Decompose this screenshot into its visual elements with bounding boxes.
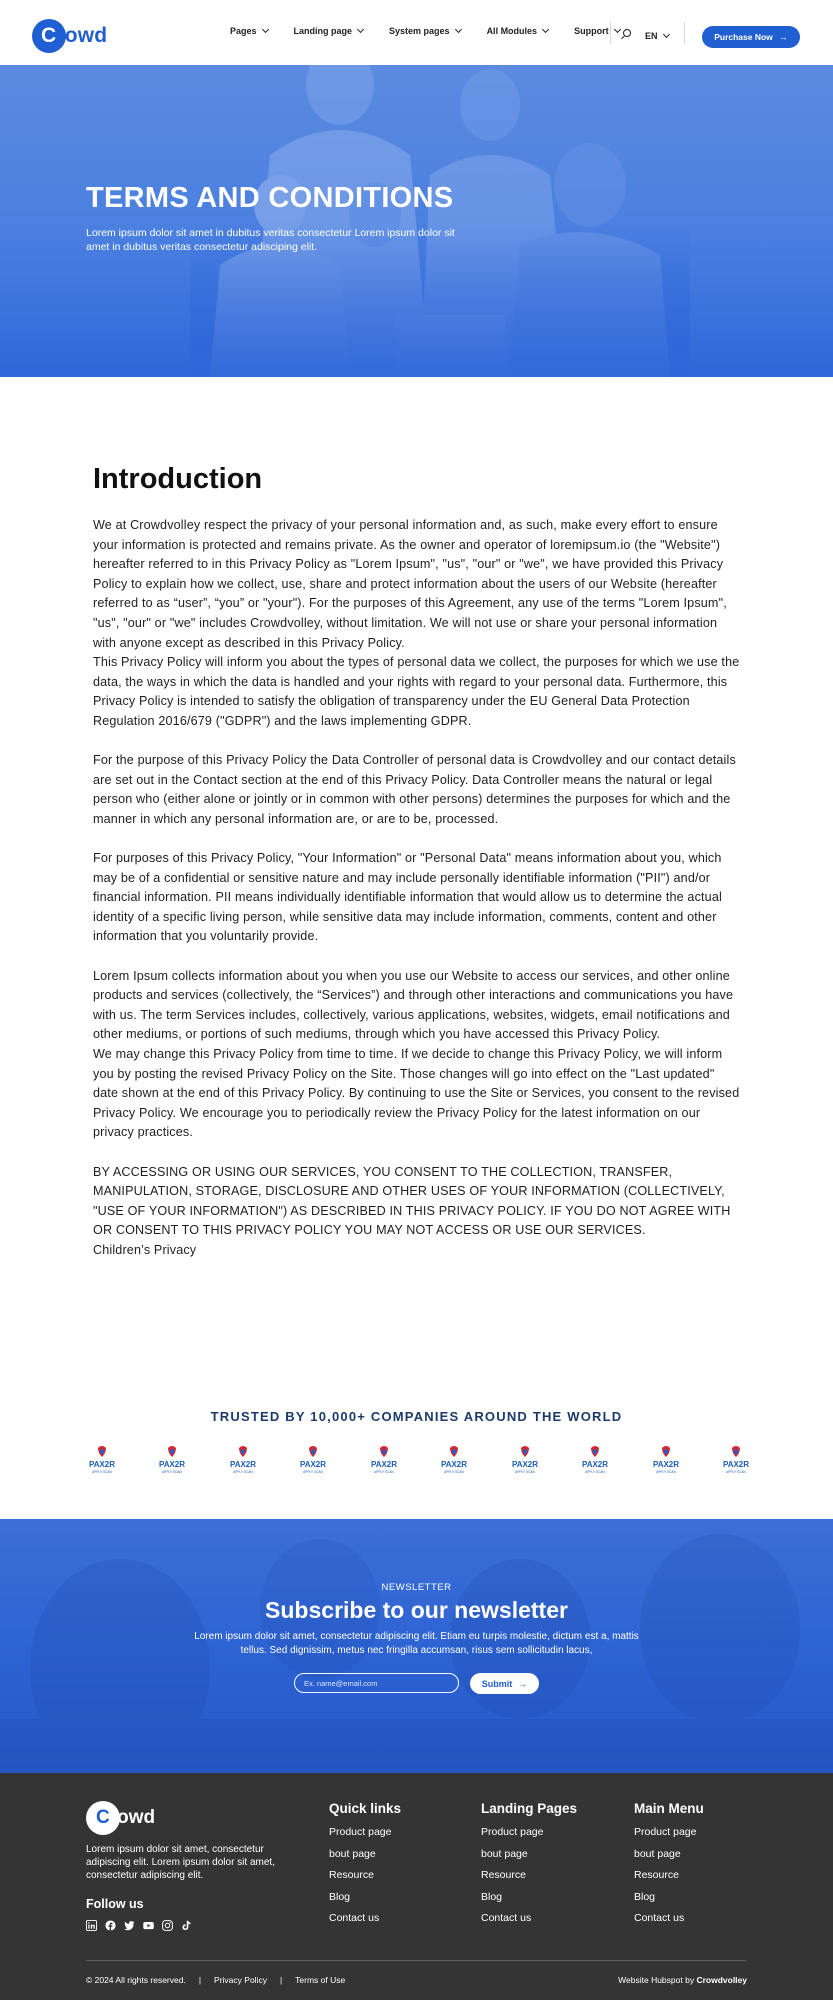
search-icon[interactable]: [623, 29, 631, 37]
partner-logo: [295, 1442, 331, 1478]
footer-logo-text-rest: rowd: [109, 1807, 156, 1828]
svg-text:APPLY SCAN: APPLY SCAN: [162, 1470, 183, 1474]
footer-divider: [86, 1960, 747, 1961]
footer-link[interactable]: Blog: [634, 1890, 656, 1903]
policy-paragraph: We at Crowdvolley respect the privacy of your personal information and, as such, make every effort to ensure your information is protected and remains private. As the owner and operator of loremipsum.io (the "Website") hereafter referred to in this Privacy Policy as "Lorem Ipsum", "us", "our" or "we", we have provided this Privacy Policy to explain how we collect, use, share and protect information about the users of our Website (hereafter referred to as “user”, “you” or "your"). For the purposes of this Agreement, any use of the terms "Lorem Ipsum", "us", "our" or "we" includes Crowdvolley, without limitation. We will not use or share your personal information with anyone except as described in this Privacy Policy.: [93, 518, 727, 650]
nav-item-support[interactable]: [574, 26, 620, 36]
footer-link[interactable]: Contact us: [481, 1912, 532, 1924]
svg-text:PAX2R: PAX2R: [582, 1460, 609, 1469]
svg-text:APPLY SCAN: APPLY SCAN: [726, 1470, 746, 1474]
footer-column-title: Quick links: [329, 1801, 402, 1816]
svg-text:PAX2R: PAX2R: [159, 1460, 186, 1469]
footer-link[interactable]: Contact us: [634, 1912, 685, 1924]
footer-link[interactable]: Contact us: [329, 1912, 380, 1924]
footer-column-main-menu: [634, 1801, 704, 1930]
logo-text-rest: rowd: [56, 24, 108, 47]
footer-column-title: Main Menu: [634, 1801, 704, 1816]
newsletter-title: Subscribe to our newsletter: [265, 1597, 568, 1623]
separator: |: [279, 1975, 283, 1985]
partner-logos: [84, 1442, 754, 1478]
footer-logo-text-first: C: [96, 1807, 110, 1828]
separator: |: [198, 1975, 202, 1985]
svg-text:APPLY SCAN: APPLY SCAN: [514, 1470, 535, 1474]
privacy-policy-link[interactable]: Privacy Policy: [214, 1975, 267, 1985]
policy-content: [93, 516, 743, 1261]
footer-link[interactable]: Resource: [329, 1869, 374, 1881]
main-nav: [230, 26, 646, 36]
policy-paragraph: This Privacy Policy will inform you about the types of personal data we collect, the purposes for which we use the data, the ways in which the data is handled and your rights with regard to your personal data. Furthermore, this Privacy Policy is intended to satisfy the obligation of transparency under the EU General Data Protection Regulation 2016/679 ("GDPR") and the laws implementing GDPR.: [93, 655, 740, 728]
policy-paragraph: For purposes of this Privacy Policy, "Your Information" or "Personal Data" means information about you, which may be of a confidential or sensitive nature and may include personally identifiable information ("PII") and/or financial information. PII means individually identifiable information that would allow us to determine the actual identity of a specific living person, while sensitive data may include information, comments, content and other information that you voluntarily provide.: [93, 851, 722, 944]
footer-link[interactable]: Blog: [481, 1890, 503, 1903]
submit-label: Submit: [481, 1678, 513, 1689]
hero-people-photo: [190, 65, 690, 377]
svg-text:APPLY SCAN: APPLY SCAN: [444, 1470, 465, 1474]
hero-subtitle: Lorem ipsum dolor sit amet in dubitus veritas consectetur Lorem ipsum dolor sit amet in dubitus veritas consectetur adisciping elit.: [86, 227, 455, 253]
arrow-right-icon: →: [778, 32, 788, 42]
nav-label: Support: [574, 26, 609, 36]
nav-item-landing-page[interactable]: [294, 26, 364, 36]
newsletter-submit-button[interactable]: [470, 1673, 539, 1694]
site-header: [0, 0, 833, 65]
facebook-icon[interactable]: [105, 1920, 116, 1931]
nav-label: Landing page: [293, 26, 353, 36]
svg-text:PAX2R: PAX2R: [722, 1460, 749, 1469]
partner-logo: [225, 1442, 261, 1478]
social-links: [86, 1920, 200, 1931]
instagram-icon[interactable]: [162, 1920, 173, 1931]
footer-logo-text: [96, 1807, 155, 1829]
partner-logo: [648, 1442, 684, 1478]
newsletter-eyebrow: NEWSLETTER: [381, 1582, 452, 1593]
terms-of-use-link[interactable]: Terms of Use: [295, 1975, 346, 1985]
copyright-text: © 2024 All rights reserved.: [86, 1975, 186, 1985]
svg-text:APPLY SCAN: APPLY SCAN: [655, 1470, 676, 1474]
footer-credit: [618, 1975, 747, 1985]
linkedin-icon[interactable]: [86, 1920, 97, 1931]
partner-logo: [366, 1442, 402, 1478]
svg-text:PAX2R: PAX2R: [300, 1460, 327, 1469]
footer-link[interactable]: Resource: [634, 1869, 679, 1881]
logo-text: [41, 24, 107, 48]
credit-brand-link[interactable]: Crowdvolley: [696, 1975, 747, 1985]
nav-divider: [684, 22, 685, 44]
nav-item-pages[interactable]: [230, 26, 268, 36]
footer-link[interactable]: Blog: [329, 1890, 351, 1903]
language-selector[interactable]: [645, 31, 669, 41]
chevron-down-icon: [357, 26, 364, 33]
follow-us-label: Follow us: [86, 1897, 144, 1911]
policy-paragraph: BY ACCESSING OR USING OUR SERVICES, YOU CONSENT TO THE COLLECTION, TRANSFER, MANIPULATION, STORAGE, DISCLOSURE AND OTHER USES OF YOUR INFORMATION (COLLECTIVELY, "USE OF YOUR INFORMATION") AS DESCRIBED IN THIS PRIVACY POLICY. IF YOU DO NOT AGREE WITH OR CONSENT TO THIS PRIVACY POLICY YOU MAY NOT ACCESS OR USE OUR SERVICES.: [93, 1164, 731, 1238]
svg-text:PAX2R: PAX2R: [441, 1460, 468, 1469]
footer-link[interactable]: bout page: [329, 1847, 376, 1860]
nav-label: System pages: [389, 26, 450, 36]
footer-link[interactable]: Product page: [634, 1826, 697, 1838]
purchase-now-button[interactable]: [702, 26, 800, 48]
nav-divider: [610, 22, 611, 44]
svg-text:PAX2R: PAX2R: [370, 1460, 397, 1469]
svg-text:APPLY SCAN: APPLY SCAN: [92, 1470, 112, 1474]
arrow-right-icon: →: [518, 1678, 528, 1689]
footer-column-title: Landing Pages: [481, 1801, 578, 1816]
trusted-heading: TRUSTED BY 10,000+ COMPANIES AROUND THE WORLD: [210, 1409, 623, 1424]
partner-logo: [718, 1442, 754, 1478]
chevron-down-icon: [455, 26, 462, 33]
partner-logo: [436, 1442, 472, 1478]
nav-item-system-pages[interactable]: [389, 26, 461, 36]
partner-logo: [507, 1442, 543, 1478]
footer-link[interactable]: bout page: [481, 1847, 528, 1860]
language-label: EN: [645, 31, 658, 41]
footer-link[interactable]: bout page: [634, 1847, 681, 1860]
nav-label: All Modules: [486, 26, 538, 36]
footer-link[interactable]: Product page: [329, 1826, 392, 1838]
chevron-down-icon: [261, 26, 268, 33]
footer-link[interactable]: Product page: [481, 1826, 544, 1838]
svg-text:APPLY SCAN: APPLY SCAN: [585, 1470, 605, 1474]
newsletter-email-input[interactable]: [294, 1673, 459, 1693]
hero-banner: [0, 65, 833, 377]
policy-paragraph: Lorem Ipsum collects information about you when you use our Website to access our services, and other online products and services (collectively, the “Services”) and through other interactions and communications you have with us. The term Services includes, collectively, various applications, websites, widgets, email notifications and other mediums, or portions of such mediums, through which you have accessed this Privacy Policy.: [93, 968, 734, 1042]
credit-prefix: Website Hubspot by: [618, 1975, 695, 1985]
page-title: TERMS AND CONDITIONS: [86, 182, 454, 214]
nav-item-all-modules[interactable]: [487, 26, 549, 36]
svg-text:APPLY SCAN: APPLY SCAN: [303, 1470, 324, 1474]
footer-bottom-bar: [86, 1975, 345, 1985]
newsletter-text: Lorem ipsum dolor sit amet, consectetur adipiscing elit. Etiam eu turpis molestie, dictum est a, mattis tellus. Sed dignissim, metus nec fringilla accumsan, risus sem sollicitudin lacus,: [194, 1631, 639, 1656]
partner-logo: [154, 1442, 190, 1478]
chevron-down-icon: [662, 31, 669, 38]
partner-logo: [577, 1442, 613, 1478]
footer-about-text: Lorem ipsum dolor sit amet, consectetur adipiscing elit. Lorem ipsum dolor sit amet, consectetur adipiscing elit.: [86, 1844, 275, 1881]
section-title: Introduction: [93, 463, 263, 495]
policy-paragraph: We may change this Privacy Policy from time to time. If we decide to change this Privacy Policy, we will inform you by posting the revised Privacy Policy on the Site. Those changes will go into effect on the "Last updated" date shown at the end of this Privacy Policy. By continuing to use the Site or Services, you consent to the revised Privacy Policy. We encourage you to periodically review the Privacy Policy for the latest information on our privacy practices.: [93, 1047, 740, 1140]
svg-text:APPLY SCAN: APPLY SCAN: [233, 1470, 253, 1474]
partner-logo: [84, 1442, 120, 1478]
youtube-icon[interactable]: [143, 1920, 154, 1931]
svg-text:PAX2R: PAX2R: [229, 1460, 256, 1469]
logo-text-first: C: [41, 24, 57, 47]
footer-link[interactable]: Resource: [481, 1869, 526, 1881]
svg-text:PAX2R: PAX2R: [652, 1460, 679, 1469]
policy-paragraph: Children’s Privacy: [93, 1242, 197, 1257]
footer-logo[interactable]: [86, 1801, 156, 1835]
nav-label: Pages: [230, 26, 257, 36]
site-logo[interactable]: [32, 19, 108, 53]
chevron-down-icon: [614, 26, 621, 33]
chevron-down-icon: [542, 26, 549, 33]
policy-paragraph: For the purpose of this Privacy Policy the Data Controller of personal data is Crowdvolley and our contact details are set out in the Contact section at the end of this Privacy Policy. Data Controller means the natural or legal person who (either alone or jointly or in common with other persons) determines the purposes for which and the manner in which any personal information are, or are to be, processed.: [93, 753, 736, 826]
svg-text:PAX2R: PAX2R: [88, 1460, 116, 1469]
twitter-icon[interactable]: [124, 1920, 135, 1931]
tiktok-icon[interactable]: [181, 1920, 192, 1931]
footer-column-quick-links: [329, 1801, 401, 1930]
purchase-label: Purchase Now: [714, 32, 773, 42]
svg-text:PAX2R: PAX2R: [511, 1460, 538, 1469]
svg-text:APPLY SCAN: APPLY SCAN: [373, 1470, 394, 1474]
footer-column-landing-pages: [481, 1801, 577, 1930]
